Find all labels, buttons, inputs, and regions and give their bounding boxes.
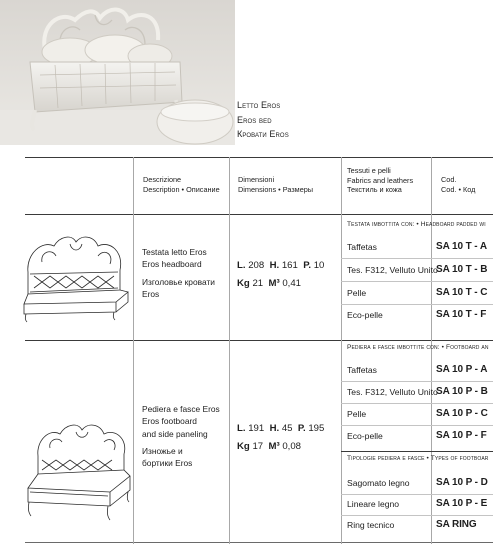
row2-type-1: Sagomato legno [347,478,410,488]
column-divider-2 [229,157,230,544]
product-title-it: Letto Eros [237,100,281,110]
header-dimensioni: Dimensioni [238,175,275,184]
row1-code-3: SA 10 T - C [436,287,488,298]
dim-L-label: L. [237,423,246,434]
row1-fabric-3: Pelle [347,288,367,298]
row2-desc-ru-2: бортики Eros [142,458,193,469]
table-top-rule [25,157,493,158]
header-cod-label: Cod. • Код [441,184,476,194]
row2-code-1: SA 10 P - A [436,364,488,375]
row2-desc-en-2: and side paneling [142,428,208,439]
header-dimensions-label: Dimensions • Размеры [238,184,314,194]
row1-code-4: SA 10 T - F [436,309,487,320]
header-fabrics [347,166,413,195]
header-dimensions [238,175,313,194]
weight-label: Kg [237,278,250,289]
row1-description [142,246,215,300]
row2-desc-it: Pediera e fasce Eros [142,404,220,414]
row1-code-2: SA 10 T - B [436,264,488,275]
row1-volume: 0,41 [282,278,302,289]
dim-H-label: H. [269,260,280,271]
row2-fabric-2: Tes. F312, Velluto Unito [347,387,438,397]
row1-desc-ru-2: Eros [142,288,160,299]
product-title-block [237,98,289,142]
row2-dimensions [237,420,324,456]
row2-code-2: SA 10 P - B [436,386,488,397]
row2-description [142,403,220,469]
row2-sep-5 [341,515,493,516]
row2-sep-3 [341,425,493,426]
row2-section-header: Pediera e fasce imbottite con: • Footboard an [347,344,489,351]
volume-label: M³ [268,441,280,452]
row1-dim-L: 208 [248,260,265,271]
row1-desc-en: Eros headboard [142,259,202,270]
weight-label: Kg [237,441,250,452]
row2-sep-2 [341,403,493,404]
row2-weight: 17 [252,441,264,452]
row2-sep-1 [341,381,493,382]
row1-dim-P: 10 [313,260,325,271]
row1-section-header: Testata imbottita con: • Headboard padded wi [347,221,486,228]
row1-fabric-2: Tes. F312, Velluto Unito [347,265,438,275]
row2-type-2: Lineare legno [347,499,400,509]
row2-type-3: Ring tecnico [347,520,395,530]
row2-fabric-3: Pelle [347,409,367,419]
header-fabrics-label: Fabrics and leathers [347,175,414,185]
row2-volume: 0,08 [282,441,302,452]
row2-type-code-1: SA 10 P - D [436,477,488,488]
row1-dim-H: 161 [281,260,298,271]
row2-type-code-3: SA RING [436,519,477,530]
row1-fabric-4: Eco-pelle [347,310,383,320]
row2-dim-L: 191 [248,423,265,434]
row2-section2-header: Tipologie pediera e fasce • Types of footboar [347,455,489,462]
row2-type-code-2: SA 10 P - E [436,498,488,509]
footboard-drawing [24,422,134,529]
row2-desc-en-1: Eros footboard [142,416,197,427]
table-bottom-rule [25,542,493,543]
row1-fabric-1: Taffetas [347,242,377,252]
header-fabrics-ru: Текстиль и кожа [347,185,402,195]
dim-L-label: L. [237,260,246,271]
header-description-label: Description • Описание [143,184,220,194]
dim-P-label: P. [303,260,312,271]
row2-sep-4 [341,494,493,495]
header-bottom-rule [25,214,493,215]
row2-subsection-rule [341,451,493,452]
header-descrizione: Descrizione [143,175,182,184]
row1-sep-1 [341,258,493,259]
row1-sep-3 [341,304,493,305]
header-description [143,175,220,194]
row1-dimensions [237,257,324,293]
row1-code-1: SA 10 T - A [436,241,487,252]
row2-dim-H: 45 [281,423,293,434]
header-tessuti: Tessuti e pelli [347,166,391,175]
row2-fabric-1: Taffetas [347,365,377,375]
row1-sep-2 [341,281,493,282]
product-photo [0,0,235,145]
row1-weight: 21 [252,278,264,289]
dim-P-label: P. [297,423,306,434]
product-title-en: Eros bed [237,114,272,125]
row2-fabric-4: Eco-pelle [347,431,383,441]
dim-H-label: H. [269,423,280,434]
row1-desc-it: Testata letto Eros [142,247,207,257]
column-divider-3 [341,157,342,544]
row2-dim-P: 195 [308,423,325,434]
row2-code-4: SA 10 P - F [436,430,487,441]
row-divider-rule [25,340,493,341]
header-code [441,175,475,194]
volume-label: M³ [268,278,280,289]
header-cod: Cod. [441,175,457,184]
row2-code-3: SA 10 P - C [436,408,488,419]
row2-desc-ru-1: Изножье и [142,445,183,456]
row1-desc-ru-1: Изголовье кровати [142,276,215,287]
product-title-ru: Кровати Eros [237,129,289,139]
headboard-drawing [20,232,132,331]
